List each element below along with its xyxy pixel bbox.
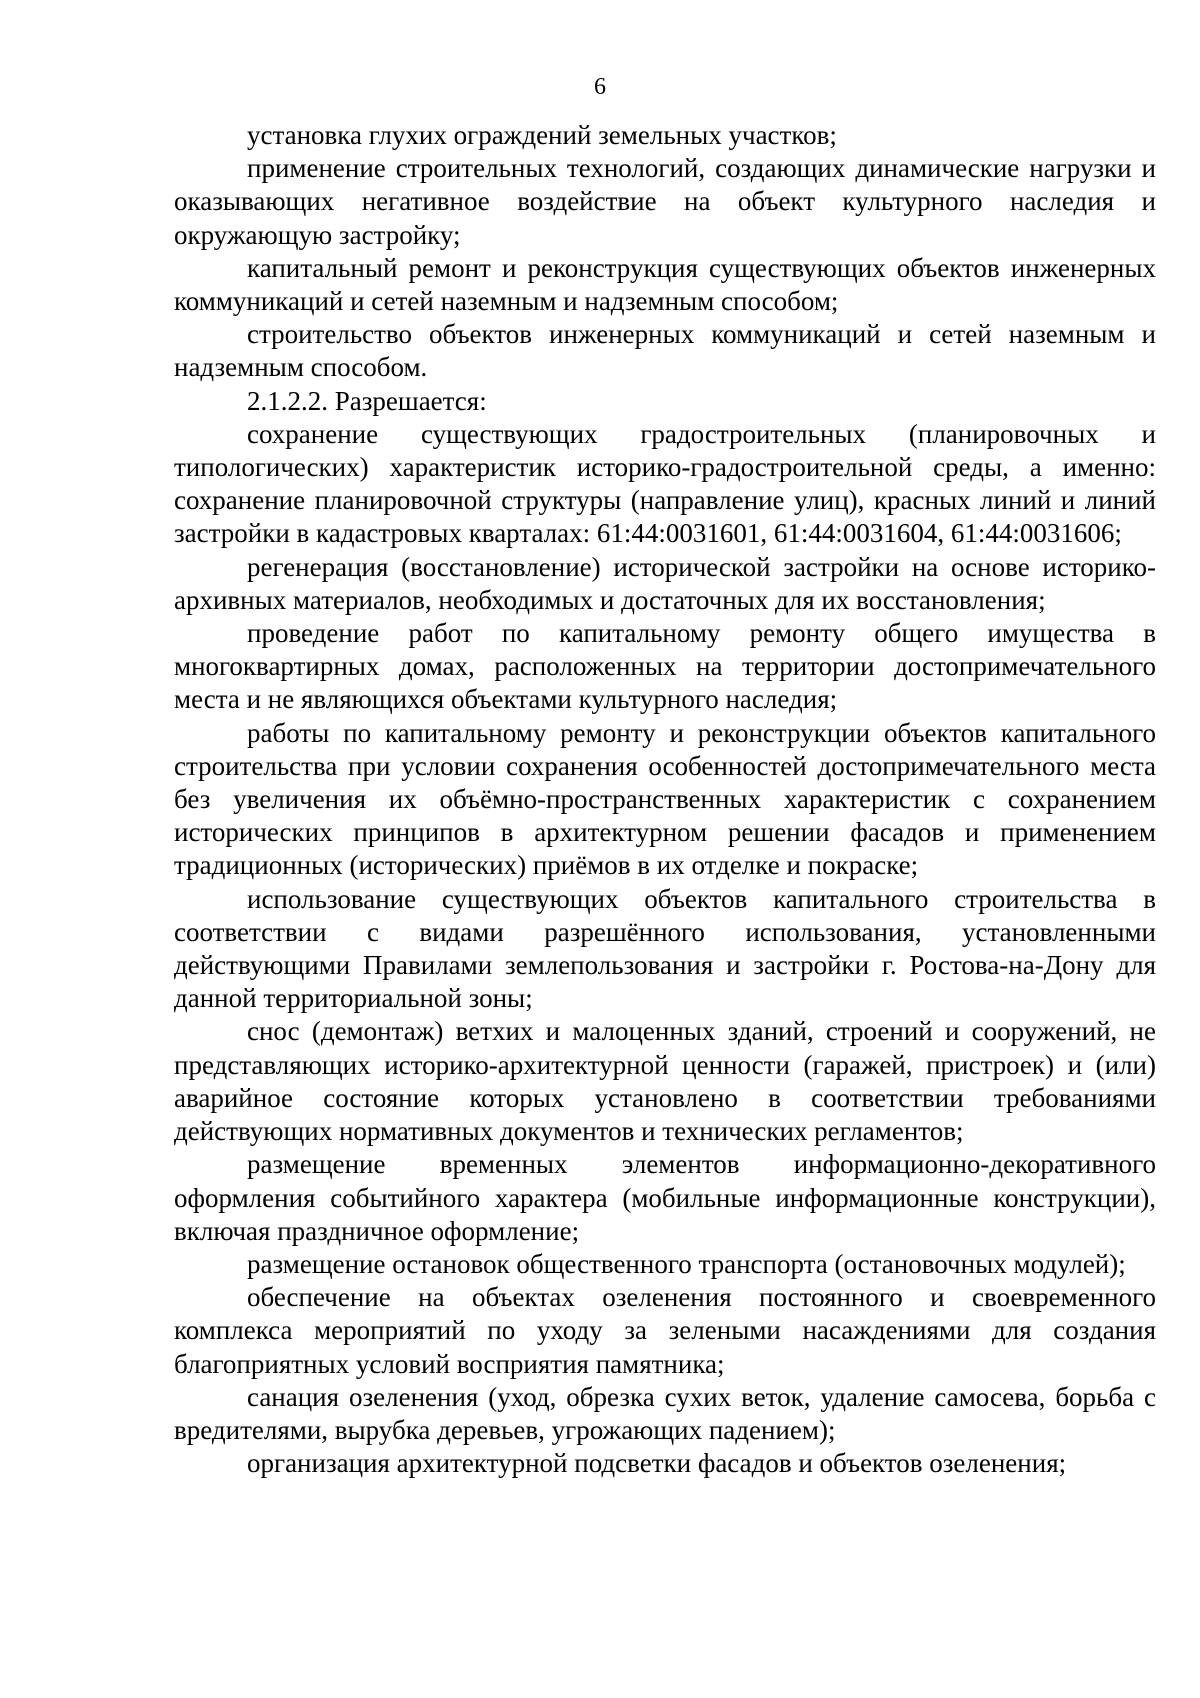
paragraph-4: строительство объектов инженерных коммуникаций и сетей наземным и надземным способом.	[174, 319, 1156, 383]
section-heading: 2.1.2.2. Разрешается:	[247, 385, 487, 416]
paragraph-2: применение строительных технологий, создающих динамические нагрузки и оказывающих негативное воздействие на объект культурного наследия и окружающую застройку;	[174, 153, 1156, 250]
paragraph-13: размещение остановок общественного транспорта (остановочных модулей);	[247, 1248, 1126, 1279]
paragraph-6: сохранение существующих градостроительных (планировочных и типологических) характеристик историко-градостроительной среды, а именно: сохранение планировочной структуры (направление улиц), красных линий и линий застройки в кадастровых кварталах: 61:44:0031601, 61:44:0031604, 61:44:0031606;	[174, 418, 1156, 549]
page-number: 6	[594, 74, 606, 100]
paragraph-11: снос (демонтаж) ветхих и малоценных зданий, строений и сооружений, не представляющих историко-архитектурной ценности (гаражей, пристроек) и (или) аварийное состояние которых установлено в соответствии требованиями действующих нормативных документов и технических регламентов;	[174, 1016, 1156, 1147]
paragraph-12: размещение временных элементов информационно-декоративного оформления событийного характера (мобильные информационные конструкции), включая праздничное оформление;	[174, 1149, 1156, 1246]
paragraph-1: установка глухих ограждений земельных участков;	[247, 120, 837, 150]
paragraph-15: санация озеленения (уход, обрезка сухих веток, удаление самосева, борьба с вредителями, вырубка деревьев, угрожающих падением);	[174, 1381, 1156, 1445]
paragraph-7: регенерация (восстановление) исторической застройки на основе историко-архивных материалов, необходимых и достаточных для их восстановления;	[174, 551, 1156, 615]
paragraph-16: организация архитектурной подсветки фасадов и объектов озеленения;	[247, 1448, 1067, 1479]
paragraph-10: использование существующих объектов капитального строительства в соответствии с видами разрешённого использования, установленными действующими Правилами землепользования и застройки г. Ростова-на-Дону для данной территориальной зоны;	[174, 883, 1156, 1014]
paragraph-14: обеспечение на объектах озеленения постоянного и своевременного комплекса мероприятий по уходу за зелеными насаждениями для создания благоприятных условий восприятия памятника;	[174, 1282, 1156, 1379]
paragraph-3: капитальный ремонт и реконструкция существующих объектов инженерных коммуникаций и сетей наземным и надземным способом;	[174, 252, 1156, 317]
document-body	[174, 119, 1156, 1480]
paragraph-9: работы по капитальному ремонту и реконструкции объектов капитального строительства при условии сохранения особенностей достопримечательного места без увеличения их объёмно-пространственных характеристик с сохранением исторических принципов в архитектурном решении фасадов и применением традиционных (исторических) приёмов в их отделке и покраске;	[174, 717, 1156, 881]
paragraph-8: проведение работ по капитальному ремонту общего имущества в многоквартирных домах, расположенных на территории достопримечательного места и не являющихся объектами культурного наследия;	[174, 618, 1156, 715]
